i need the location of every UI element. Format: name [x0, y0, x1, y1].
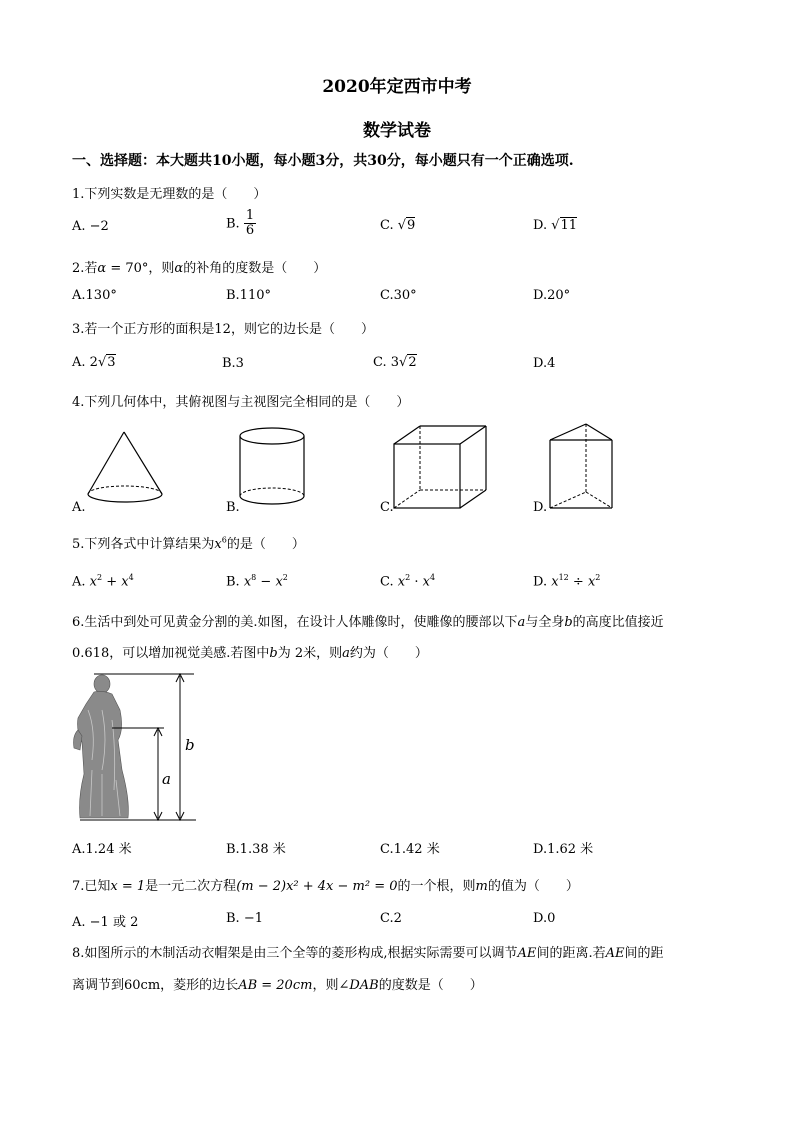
question-5-stem: 5.下列各式中计算结果为$x^6$的是（ ）	[72, 535, 305, 552]
q1-option-b: B. $\frac{1}{6}$	[226, 208, 255, 239]
question-2-stem: 2.若α = 70°，则α的补角的度数是（ ）	[72, 261, 327, 276]
q2-option-b: B.110°	[226, 288, 271, 303]
q4-option-d: D.	[533, 500, 548, 515]
question-1-stem: 1.下列实数是无理数的是（ ）	[72, 187, 267, 202]
q6-option-a: A.1.24 米	[72, 842, 132, 857]
q3-option-d: D.4	[533, 356, 556, 371]
q4-option-a: A.	[72, 500, 86, 515]
triangular-prism-figure	[548, 422, 620, 514]
q5-option-d: D. $x^{12} \div x^2$	[533, 573, 601, 590]
exam-subtitle: 数学试卷	[363, 121, 431, 141]
q2-option-d: D.20°	[533, 288, 571, 303]
q5-option-b: B. $x^8 - x^2$	[226, 573, 288, 590]
q6-option-d: D.1.62 米	[533, 842, 594, 857]
q7-option-c: C.2	[380, 911, 402, 926]
cube-figure	[392, 424, 492, 514]
q6-option-c: C.1.42 米	[380, 842, 440, 857]
question-6-line-2: 0.618，可以增加视觉美感.若图中b为 2米，则a约为（ ）	[72, 646, 428, 661]
q7-option-d: D.0	[533, 911, 556, 926]
question-4-stem: 4.下列几何体中，其俯视图与主视图完全相同的是（ ）	[72, 395, 410, 410]
question-7-stem: 7.已知x = 1是一元二次方程(m − 2)x² + 4x − m² = 0的一个根，则m的值为（ ）	[72, 879, 579, 894]
q7-option-a: A. −1 或 2	[72, 915, 139, 930]
cylinder-figure	[238, 426, 310, 514]
q5-option-a: A. $x^2 + x^4$	[72, 573, 134, 590]
q5-option-c: C. $x^2 \cdot x^4$	[380, 573, 436, 590]
q2-option-a: A.130°	[72, 288, 117, 303]
statue-label-b: b	[185, 736, 195, 754]
statue-label-a: a	[162, 770, 171, 788]
question-8-line-2: 离调节到60cm，菱形的边长AB = 20cm，则∠DAB的度数是（ ）	[72, 978, 483, 993]
q3-option-b: B.3	[222, 356, 244, 371]
q3-option-a: A. 2√3	[72, 355, 116, 370]
q7-option-b: B. −1	[226, 911, 263, 926]
q1-option-a: A. −2	[72, 219, 109, 234]
q1-option-d: D. √11	[533, 218, 578, 233]
q4-option-c: C.	[380, 500, 394, 515]
q1-option-c: C. √9	[380, 218, 416, 233]
q4-option-b: B.	[226, 500, 240, 515]
q3-option-c: C. 3√2	[373, 355, 417, 370]
q6-option-b: B.1.38 米	[226, 842, 286, 857]
section-heading: 一、选择题：本大题共10小题，每小题3分，共30分，每小题只有一个正确选项.	[72, 153, 574, 169]
question-6-line-1: 6.生活中到处可见黄金分割的美.如图，在设计人体雕像时，使雕像的腰部以下a与全身b的高度比值接近	[72, 615, 664, 630]
exam-title: 2020年定西市中考	[322, 77, 472, 97]
statue-figure	[72, 670, 202, 826]
q2-option-c: C.30°	[380, 288, 417, 303]
fraction-one-sixth: $\frac{1}{6}$	[245, 208, 255, 239]
cone-figure	[84, 430, 174, 510]
question-8-line-1: 8.如图所示的木制活动衣帽架是由三个全等的菱形构成,根据实际需要可以调节AE间的距离.若AE间的距	[72, 946, 664, 961]
question-3-stem: 3.若一个正方形的面积是12，则它的边长是（ ）	[72, 322, 374, 337]
